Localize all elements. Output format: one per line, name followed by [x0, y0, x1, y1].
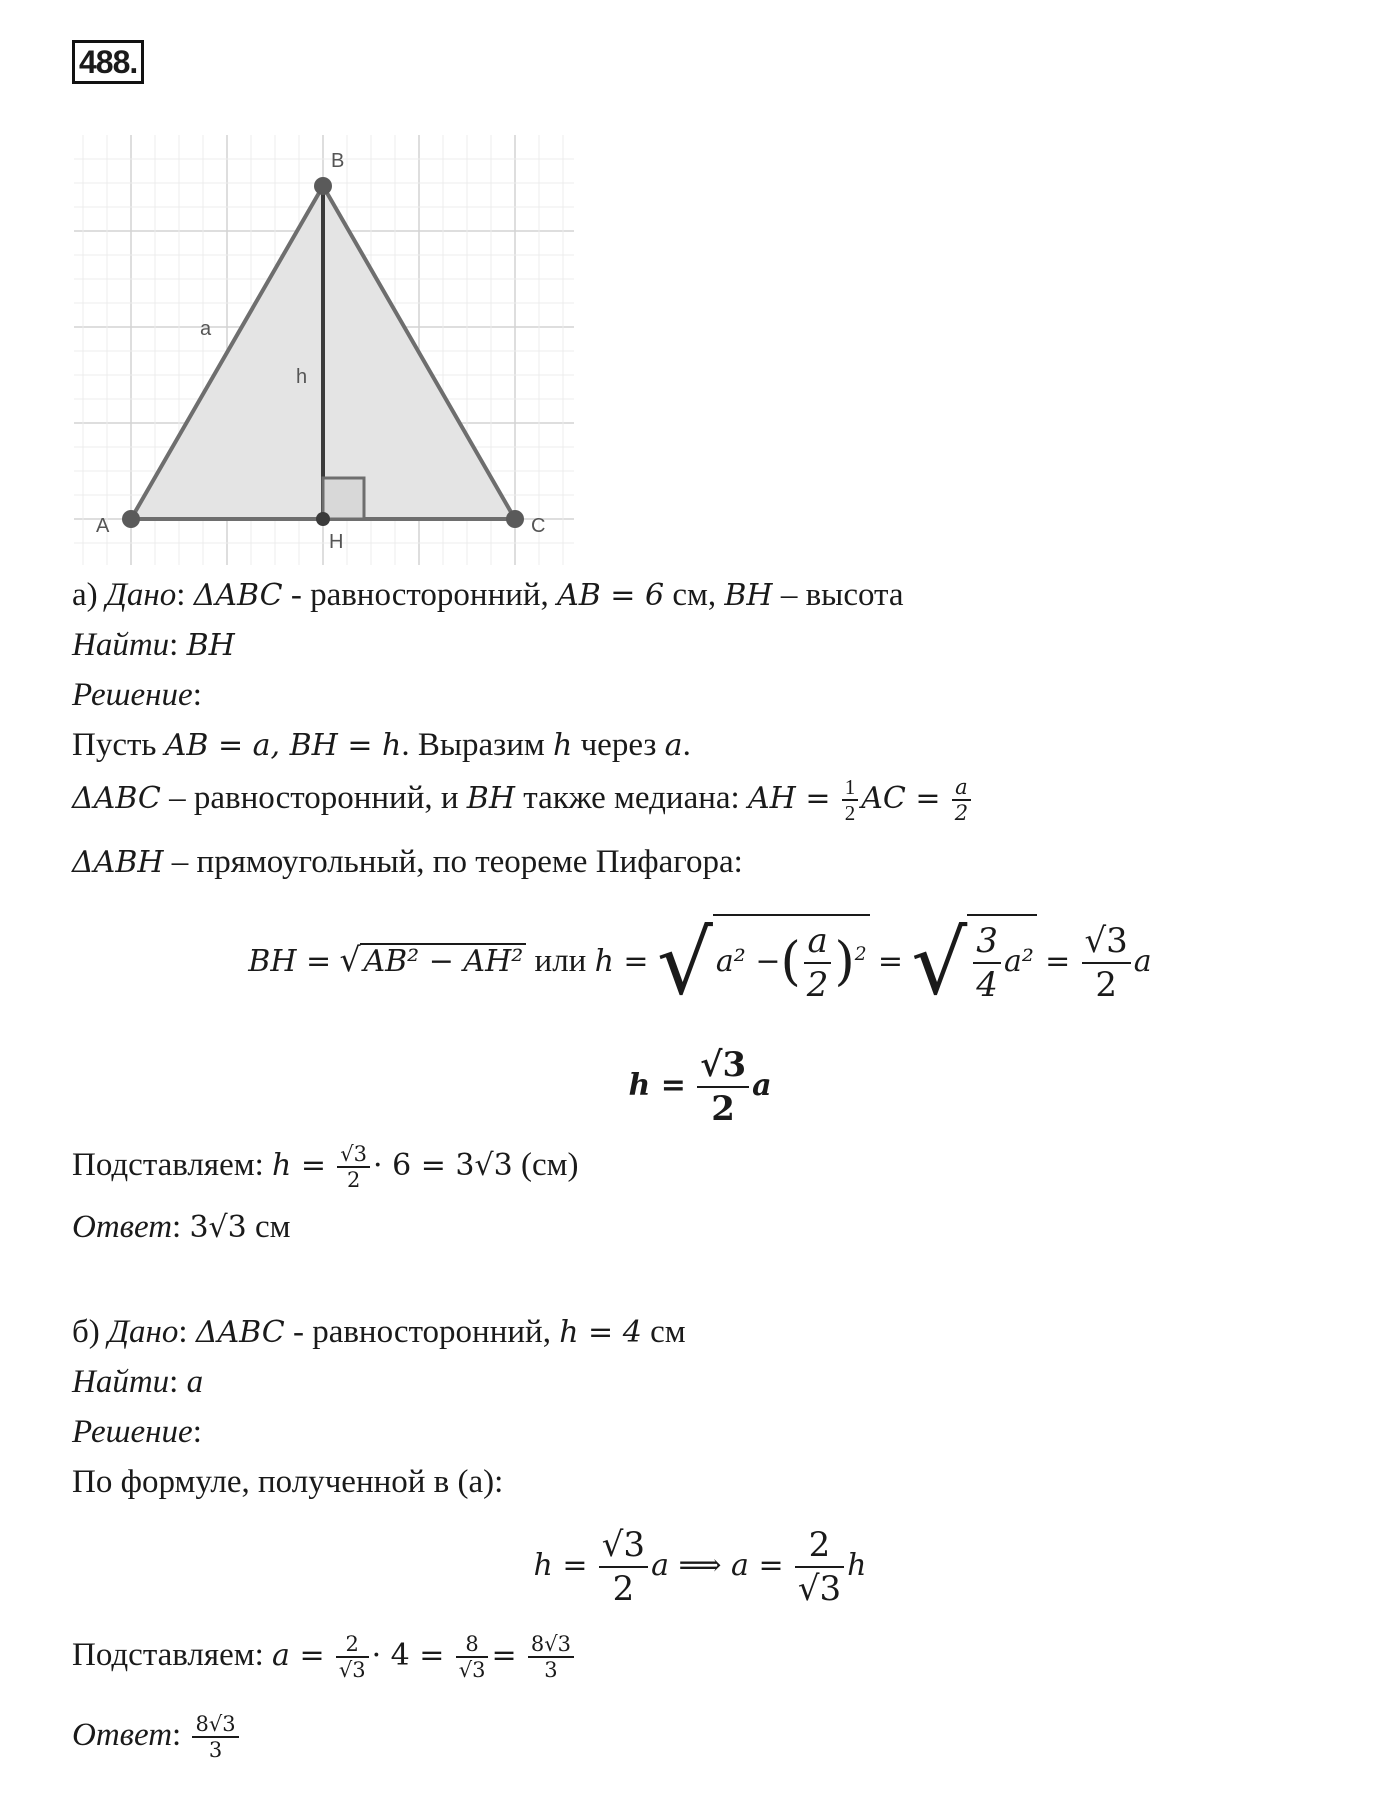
label-h-vertex: H	[329, 531, 344, 553]
part-b-solution-heading: Решение:	[72, 1414, 202, 1450]
vertex-a	[122, 510, 140, 528]
vertex-b	[314, 177, 332, 195]
part-a-median-line: ΔABC – равносторонний, и BH также медиана: AH = $\frac{1}{2}$ AC = $\frac{a}{2}$	[72, 768, 974, 829]
part-a-let-line: Пусть AB = a, BH = h. Выразим h через a.	[72, 727, 691, 763]
right-angle-mark	[323, 478, 364, 519]
part-b-substitution: Подставляем: a = $\frac{2}{√3}$ · 4 = $\frac{8}{√3}$ = $\frac{8√3}{3}$	[72, 1620, 577, 1691]
part-b-formula: h = $\frac{√3}{2}$ a ⟹ a = $\frac{2}{√3}$ h	[533, 1525, 867, 1610]
fraction-a-half: $\frac{a}{2}$	[952, 775, 971, 825]
part-a-given: а) Дано: ΔABC - равносторонний, AB = 6 см, BH – высота	[72, 577, 904, 613]
part-b-find: Найти: a	[72, 1364, 204, 1400]
part-a-result-formula: h = $\frac{√3}{2}$ a	[628, 1045, 772, 1130]
part-a-main-formula: BH = √ AB² − AH² или h = √ a² −( $\frac{a}{2}$ )$^2$ = √ $\frac{3}{4}$ a² = $\frac{√3}{2}$ a	[248, 911, 1152, 1015]
label-a-vertex: A	[96, 515, 110, 537]
vertex-c	[506, 510, 524, 528]
triangle-diagram	[74, 135, 574, 565]
label-height-h: h	[296, 366, 308, 388]
vertex-h	[316, 512, 330, 526]
part-a-substitution: Подставляем: h = $\frac{√3}{2}$ · 6 = 3√3 (см)	[72, 1142, 579, 1193]
label-b-vertex: B	[331, 150, 345, 172]
label-c-vertex: C	[531, 515, 546, 537]
fraction-one-half: $\frac{1}{2}$	[842, 775, 859, 825]
part-b-given: б) Дано: ΔABC - равносторонний, h = 4 см	[72, 1314, 686, 1350]
problem-number: 488.	[72, 40, 144, 84]
part-a-solution-heading: Решение:	[72, 677, 202, 713]
part-b-formula-intro: По формуле, полученной в (а):	[72, 1464, 504, 1500]
part-a-pythagoras-line: ΔABH – прямоугольный, по теореме Пифагора:	[72, 844, 743, 880]
part-a-answer: Ответ: 3√3 см	[72, 1209, 291, 1245]
part-a-find: Найти: BH	[72, 627, 235, 663]
part-b-answer: Ответ: $\frac{8√3}{3}$	[72, 1700, 242, 1770]
label-side-a: a	[200, 318, 212, 340]
